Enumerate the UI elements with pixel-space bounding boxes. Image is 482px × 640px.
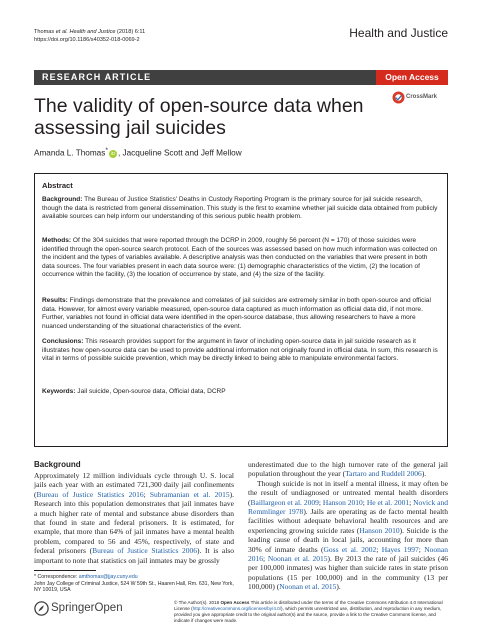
orcid-icon[interactable]: iD bbox=[110, 150, 116, 156]
author-name: Amanda L. Thomas bbox=[34, 148, 106, 158]
citation-link[interactable]: Subramanian et al. 2015 bbox=[149, 489, 230, 499]
springer-open-logo bbox=[34, 601, 124, 617]
logo-springer: Springer bbox=[51, 602, 95, 614]
abstract-background: Background: The Bureau of Justice Statistics' Deaths in Custody Reporting Program is the primary source for jail suicide research, though the data is restricted from general dissemination. This study is the first to examine whether jail suicide data obtained from publicly available sources can help inform our understanding of this serious public health problem. bbox=[42, 196, 438, 221]
citation-link[interactable]: Baillargeon et al. 2009 bbox=[250, 497, 319, 507]
citation-link[interactable]: Bureau of Justice Statistics 2006 bbox=[92, 546, 198, 556]
abstract-heading: Abstract bbox=[42, 181, 73, 190]
doi-link[interactable]: https://doi.org/10.1186/s40352-018-0069-2 bbox=[34, 37, 140, 43]
citation-link[interactable]: Hanson 2010 bbox=[322, 497, 363, 507]
citation-link[interactable]: Noonan 2016 bbox=[248, 544, 448, 564]
abstract-keywords: Keywords: Jail suicide, Open-source data, Official data, DCRP bbox=[42, 388, 226, 395]
crossmark-icon bbox=[392, 91, 405, 104]
crossmark-button[interactable] bbox=[392, 91, 448, 105]
footnote-rule bbox=[34, 570, 96, 571]
license-link[interactable]: http://creativecommons.org/licenses/by/4.0/ bbox=[192, 606, 281, 611]
coauthor-names: , Jacqueline Scott and Jeff Mellow bbox=[117, 148, 242, 158]
abstract-results: Results: Findings demonstrate that the prevalence and correlates of jail suicides are extremely similar in both open-source and official data. However, for almost every variable measured, open-source data captured as much information as official data did, if not more. Further, variables not found in official data were identified in the open-source database, thus allowing researchers to have a more nuanced understanding of the situational characteristics of the event. bbox=[42, 297, 431, 330]
running-header bbox=[34, 28, 145, 44]
citation-link[interactable]: Goss et al. 2002 bbox=[323, 544, 377, 554]
citation-link[interactable]: Noonan et al. 2015 bbox=[267, 554, 328, 564]
body-column-left bbox=[34, 460, 234, 565]
logo-open: Open bbox=[94, 602, 123, 614]
affiliation: John Jay College of Criminal Justice, 524 W 59th St., Haaren Hall, Rm. 631, New York, NY 10019, USA bbox=[34, 580, 234, 594]
section-heading: Background bbox=[34, 460, 81, 469]
citation-link[interactable]: He et al. 2001 bbox=[366, 497, 410, 507]
paragraph: underestimated due to the high turnover rate of the general jail population throughout the year (Tartaro and Ruddell 2006). bbox=[248, 460, 448, 479]
open-access-badge: Open Access bbox=[376, 70, 448, 85]
abstract-box bbox=[34, 173, 448, 447]
email-link[interactable]: amthomas@jjay.cuny.edu bbox=[78, 574, 138, 580]
citation-link[interactable]: Bureau of Justice Statistics 2016 bbox=[36, 489, 144, 499]
abstract-methods: Methods: Of the 304 suicides that were reported through the DCRP in 2009, roughly 56 percent (N = 170) of those suicides were identified through the open-source search protocol. Each of the sources was assessed based on how much information was collected on the incident and the types of variables available. A descriptive analysis was then conducted on the variables that were present in both data sources. The four variables present in each data source were: (1) demographic characteristics of the victim, (2) the location of occurrence within the facility, (3) the location of occurrence by state, and (4) the size of the facility. bbox=[42, 237, 438, 279]
correspondence-footnote: * Correspondence: amthomas@jjay.cuny.edu John Jay College of Criminal Justice, 524 W 59th St., Haaren Hall, Rm. 631, New York, NY 10019, USA bbox=[34, 574, 234, 594]
article-type-band bbox=[34, 70, 448, 85]
citation-line: Thomas et al. Health and Justice (2018) 6:11 bbox=[34, 29, 146, 35]
paragraph: Though suicide is not in itself a mental illness, it may often be the result of undiagnosed or untreated mental health disorders (Baillargeon et al. 2009; Hanson 2010; He et al. 2001; Novick and Remmlinger 1978). Jails are operating as de facto mental health facilities without adequate behavioral health resources and are experiencing growing suicide rates (Hanson 2010). Suicide is the leading cause of death in local jails, accounting for more than 30% of inmate deaths (Goss et al. 2002; Hayes 1997; Noonan 2016; Noonan et al. 2015). By 2013 the rate of jail suicides (46 per 100,000 inmates) was higher than suicide rates in state prison populations (15 per 100,000) and in the community (13 per 100,000) (Noonan et al. 2015). bbox=[248, 478, 449, 592]
article-title: The validity of open-source data when assessing jail suicides bbox=[34, 95, 364, 139]
paragraph: Approximately 12 million individuals cycle through U. S. local jails each year with an estimated 721,300 daily jail confinements (Bureau of Justice Statistics 2016; Subramanian et al. 2015). Research into this population demonstrates that jail inmates have a much higher rate of mental and substance abuse disorders than that found in state and federal prisoners. It is estimated, for example, that more than 64% of jail inmates have a mental health problem, compared to 56 and 45%, respectively, of state and federal prisoners (Bureau of Justice Statistics 2006). It is also important to note that statistics on jail inmates may be grossly bbox=[34, 471, 234, 565]
citation-link[interactable]: Noonan et al. 2015 bbox=[279, 582, 337, 592]
abstract-conclusions: Conclusions: This research provides support for the argument in favor of including open-source data in jail suicide research as it illustrates how open-source data can be used to provide additional information not originally found in official data. In sum, this research is vital in terms of possible suicide prevention, which may be directly linked to being able to manipulate environmental factors. bbox=[42, 338, 438, 363]
body-column-right bbox=[248, 460, 448, 592]
corresponding-mark: * bbox=[105, 147, 108, 154]
citation-link[interactable]: Tartaro and Ruddell 2006 bbox=[345, 469, 422, 479]
crossmark-label: CrossMark bbox=[406, 94, 438, 100]
citation-link[interactable]: Hanson 2010 bbox=[359, 525, 400, 535]
license-notice: © The Author(s). 2018 Open Access This article is distributed under the terms of the Creative Commons Attribution 4.0 International License (http://creativecommons.org/licenses/by/4.0/), which permits unrestricted use, distribution, and reproduction in any medium, provided you give appropriate credit to the original author(s) and the source, provide a link to the Creative Commons license, and indicate if changes were made. bbox=[174, 600, 443, 623]
springer-horse-icon bbox=[34, 601, 49, 616]
author-list bbox=[34, 147, 242, 158]
article-type-label: RESEARCH ARTICLE bbox=[42, 72, 152, 82]
journal-name: Health and Justice bbox=[349, 26, 448, 40]
citation-link[interactable]: Hayes 1997 bbox=[381, 544, 419, 554]
citation-link[interactable]: Novick and Remmlinger 1978 bbox=[248, 497, 448, 517]
